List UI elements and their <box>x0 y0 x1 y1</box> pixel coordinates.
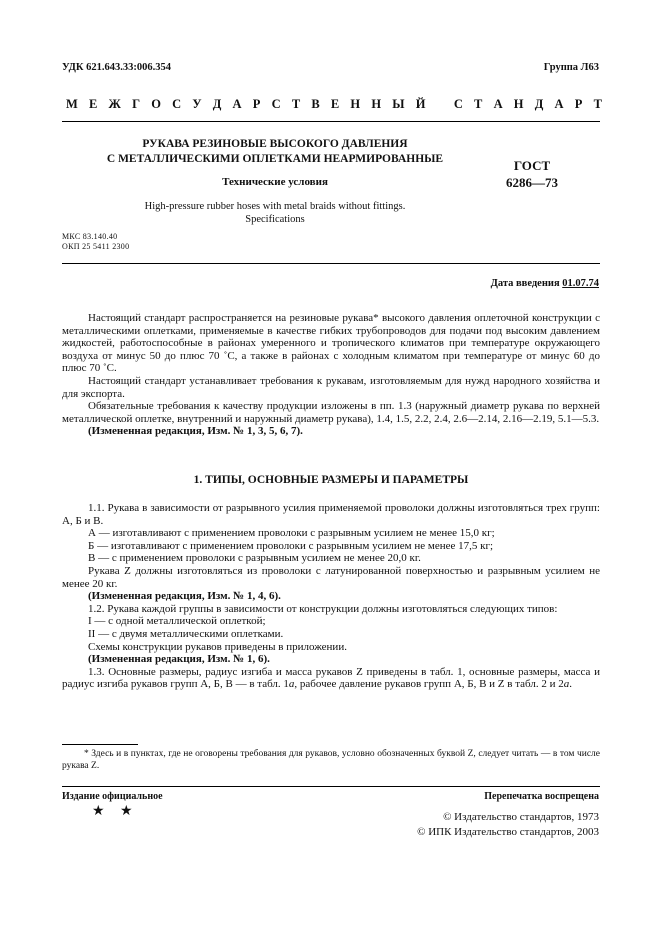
type-1-item: I — с одной металлической оплеткой; <box>88 615 266 628</box>
section-heading: 1. ТИПЫ, ОСНОВНЫЕ РАЗМЕРЫ И ПАРАМЕТРЫ <box>193 474 469 486</box>
gost-designation <box>492 157 572 191</box>
header-divider <box>62 121 600 122</box>
footnote-divider <box>62 744 138 745</box>
type-2-item: II — с двумя металлическими оплетками. <box>88 627 284 640</box>
interstate-standard-banner <box>66 97 602 112</box>
banner-letter: А <box>554 97 564 111</box>
banner-letter: Р <box>574 97 583 111</box>
banner-letter: Т <box>291 97 301 111</box>
title-line-1: РУКАВА РЕЗИНОВЫЕ ВЫСОКОГО ДАВЛЕНИЯ <box>142 138 408 150</box>
banner-letter: А <box>232 97 242 111</box>
banner-letter: Н <box>350 97 361 111</box>
group-z-item: Рукава Z должны изготовляться из проволоки с латунированной поверхностью и разрывным усилием не менее 20 кг. <box>62 564 600 590</box>
title-block-divider <box>62 263 600 264</box>
banner-letter: Н <box>371 97 382 111</box>
footnote <box>62 748 600 772</box>
copyright-line: © ИПК Издательство стандартов, 2003 <box>417 826 599 838</box>
okp-code: ОКП 25 5411 2300 <box>62 242 130 251</box>
title-line-2: С МЕТАЛЛИЧЕСКИМИ ОПЛЕТКАМИ НЕАРМИРОВАННЫЕ <box>106 153 444 165</box>
clause-1-1: 1.1. Рукава в зависимости от разрывного усилия применяемой проволоки должны изготовляться трех групп: А, Б и В. <box>62 502 600 527</box>
banner-letter: Д <box>212 97 222 111</box>
reprint-prohibited-label: Перепечатка воспрещена <box>484 791 599 802</box>
banner-letter: Н <box>513 97 524 111</box>
banner-letter: А <box>493 97 503 111</box>
intro-paragraph: Обязательные требования к качеству продукции изложены в пп. 1.3 (наружный диаметр рукава по верхней металлической оплетке, внутренний и наружный диаметр рукава), 1.4, 1.5, 2.2, 2.4, 2.6—2.14, 2.16—2.19, 5.1—5.3. <box>62 400 600 425</box>
banner-letter: У <box>192 97 202 111</box>
group-a-item: А — изготавливают с применением проволоки с разрывным усилием не менее 15,0 кг; <box>88 527 495 540</box>
banner-letter: Й <box>415 97 426 111</box>
banner-letter: Г <box>132 97 141 111</box>
english-title-line-1: High-pressure rubber hoses with metal braids without fittings. <box>144 201 406 212</box>
banner-letter: Ж <box>108 97 121 111</box>
clause-1-3-part: 1.3. Основные размеры, радиус изгиба и масса рукавов Z приведены в табл. 1, основные размеры, масса и радиус изгиба рукавов групп А, Б, В — в табл. 1 <box>62 665 600 691</box>
date-value: 01.07.74 <box>562 278 599 289</box>
banner-letter: В <box>311 97 320 111</box>
intro-text <box>62 312 600 438</box>
intro-paragraph: Настоящий стандарт распространяется на резиновые рукава* высокого давления оплеточной конструкции с металлическими оплетками, применяемые в качестве гибких трубопроводов для подачи под высоким давлением жидкостей, работоспособные в районах умеренного и тропического климатов при температуре окружающего воздуха от минус 50 до плюс 70 ˚С, а также в районах с холодным климатом при температуре от минус 60 до плюс 70 ˚С. <box>62 312 600 375</box>
banner-letter: Т <box>593 97 602 111</box>
clause-1-3 <box>62 666 600 691</box>
banner-letter: С <box>172 97 182 111</box>
document-title <box>80 137 470 167</box>
table-suffix: а <box>563 678 570 691</box>
gost-number: 6286—73 <box>506 175 558 190</box>
section-1-text <box>62 502 600 691</box>
copyright-block <box>417 810 599 840</box>
amendment-note: (Измененная редакция, Изм. № 1, 6). <box>88 653 270 666</box>
banner-letter: Д <box>534 97 544 111</box>
banner-letter: М <box>66 97 78 111</box>
official-edition-label: Издание официальное <box>62 791 163 802</box>
banner-letter: О <box>151 97 161 111</box>
clause-1-2: 1.2. Рукава каждой группы в зависимости от конструкции должны изготовляться следующих типов: <box>88 602 558 615</box>
schemes-note: Схемы конструкции рукавов приведены в приложении. <box>88 640 347 653</box>
banner-letter: Е <box>89 97 98 111</box>
footer-divider <box>62 786 600 787</box>
banner-gap <box>437 97 443 112</box>
classification-codes <box>62 232 129 252</box>
stars-mark: ★ ★ <box>92 804 139 819</box>
amendment-note: (Измененная редакция, Изм. № 1, 3, 5, 6, 7). <box>88 425 303 438</box>
clause-1-3-part: . <box>569 678 572 691</box>
clause-1-3-part: , рабочее давление рукавов групп А, Б, В и Z в табл. 2 и 2 <box>294 678 564 691</box>
group-b-item: Б — изготавливают с применением проволоки с разрывным усилием не менее 17,5 кг; <box>88 539 494 552</box>
mks-code: МКС 83.140.40 <box>62 232 118 241</box>
intro-paragraph: Настоящий стандарт устанавливает требования к рукавам, изготовляемым для нужд народного хозяйства и для экспорта. <box>62 374 600 400</box>
english-title-line-2: Specifications <box>245 214 305 225</box>
group-code: Группа Л63 <box>543 62 599 73</box>
gost-label: ГОСТ <box>513 158 551 173</box>
introduction-date <box>491 278 599 289</box>
document-subtitle: Технические условия <box>222 176 328 188</box>
copyright-line: © Издательство стандартов, 1973 <box>443 811 599 823</box>
udk-code: УДК 621.643.33:006.354 <box>62 62 171 73</box>
english-title <box>80 200 470 226</box>
banner-letter: С <box>271 97 281 111</box>
banner-letter: Р <box>252 97 261 111</box>
footnote-text: * Здесь и в пунктах, где не оговорены требования для рукавов, условно обозначенных буквой Z, следует читать — в том числе рукава Z. <box>62 749 600 771</box>
amendment-note: (Измененная редакция, Изм. № 1, 4, 6). <box>88 590 281 603</box>
banner-letter: Е <box>330 97 340 111</box>
banner-letter: Ы <box>392 97 405 111</box>
banner-letter: С <box>453 97 463 111</box>
date-label: Дата введения <box>490 278 560 289</box>
group-v-item: В — с применением проволоки с разрывным усилием не менее 20,0 кг. <box>88 552 421 565</box>
table-suffix: а <box>288 678 295 691</box>
banner-letter: Т <box>474 97 483 111</box>
